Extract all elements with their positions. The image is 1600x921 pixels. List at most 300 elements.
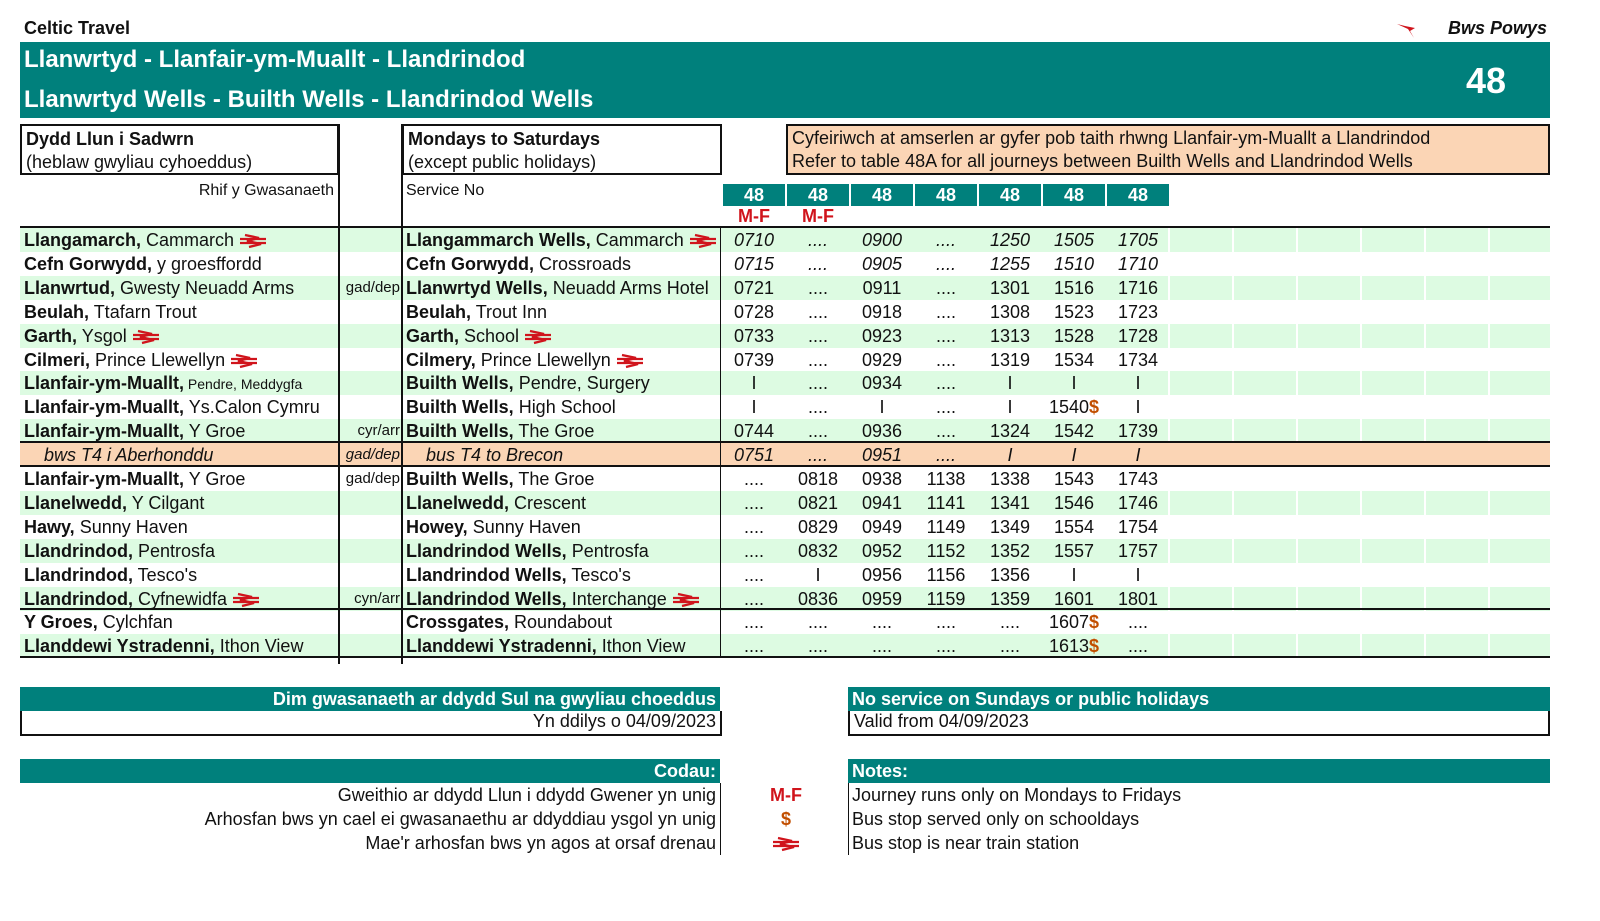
stop-name-english: Llandrindod Wells, xyxy=(406,564,567,585)
stop-welsh xyxy=(24,634,303,658)
no-service-english: No service on Sundays or public holidays xyxy=(848,687,1550,711)
refer-note-box xyxy=(786,124,1550,175)
service-label-english: Service No xyxy=(406,182,485,199)
stop-detail-english: Crossroads xyxy=(534,253,632,274)
national-rail-icon xyxy=(616,353,644,369)
departure-time: 1341 xyxy=(989,492,1031,513)
departure-time: 1743 xyxy=(1117,469,1159,489)
grid-separator xyxy=(1488,539,1490,563)
schoolday-code: $ xyxy=(1089,612,1100,633)
departure-time: 0911 xyxy=(862,277,902,298)
stop-welsh xyxy=(24,348,258,372)
departure-time xyxy=(1042,610,1106,634)
grid-separator xyxy=(1360,371,1362,395)
grid-separator xyxy=(1232,491,1234,515)
departure-time: I xyxy=(1007,445,1013,466)
departure-time: I xyxy=(1135,397,1141,418)
departure-time: 1324 xyxy=(989,421,1031,442)
grid-separator xyxy=(1360,419,1362,443)
stop-welsh xyxy=(24,467,245,491)
stop-english xyxy=(406,395,616,419)
code-symbol xyxy=(752,831,820,855)
service-number: 48 xyxy=(851,184,913,206)
departure-time: .... xyxy=(807,445,828,466)
valid-from-english: Valid from 04/09/2023 xyxy=(848,711,1550,736)
departure-time: .... xyxy=(935,253,956,274)
departure-time: 1710 xyxy=(1117,253,1159,274)
grid-separator xyxy=(1168,419,1170,443)
stop-name-welsh: Llanwrtud, xyxy=(24,277,115,298)
stop-name-english: Garth, xyxy=(406,325,460,346)
stop-english xyxy=(406,539,649,563)
departure-time: 1349 xyxy=(989,516,1031,537)
grid-separator xyxy=(1424,419,1426,443)
stop-detail-english: Interchange xyxy=(566,588,667,609)
departure-time xyxy=(1042,395,1106,419)
code-description-english: Journey runs only on Mondays to Fridays xyxy=(852,785,1182,805)
stop-activity xyxy=(338,515,400,539)
departure-time: 0818 xyxy=(797,469,839,489)
departure-time: 1301 xyxy=(989,277,1031,298)
schoolday-code: $ xyxy=(1089,397,1100,418)
departure-time: 0900 xyxy=(861,230,903,250)
day-code: M-F xyxy=(738,206,770,226)
stop-detail-english: Cammarch xyxy=(590,230,684,250)
stop-name-welsh: Llandrindod, xyxy=(24,540,133,561)
departure-time: .... xyxy=(807,373,828,394)
departure-time: .... xyxy=(807,325,828,346)
stop-name-english: Builth Wells, xyxy=(406,397,514,418)
grid-separator xyxy=(1296,539,1298,563)
departure-time: .... xyxy=(807,636,828,657)
stop-welsh xyxy=(24,252,262,276)
departure-time: 1801 xyxy=(1117,588,1159,609)
service-number: 48 xyxy=(723,184,785,206)
stop-name-english: Crossgates, xyxy=(406,612,510,633)
departure-time: 1308 xyxy=(989,301,1031,322)
departure-time: 1152 xyxy=(926,540,966,561)
stop-name-welsh: Y Groes, xyxy=(24,612,98,633)
divider-vertical xyxy=(848,783,849,855)
departure-time: .... xyxy=(999,636,1020,657)
departure-time: I xyxy=(879,397,885,418)
stop-detail-welsh: Ttafarn Trout xyxy=(89,301,197,322)
stop-activity xyxy=(338,324,400,348)
departure-time: .... xyxy=(807,301,828,322)
departure-time: 1250 xyxy=(989,230,1031,250)
departure-time: 0832 xyxy=(797,540,839,561)
departure-time: 0938 xyxy=(861,469,903,489)
grid-separator xyxy=(1424,634,1426,658)
table-row xyxy=(20,348,1550,372)
departure-time: 0936 xyxy=(861,421,903,442)
stop-detail-english: High School xyxy=(513,397,616,418)
departure-time: .... xyxy=(743,636,764,657)
stop-activity xyxy=(338,395,400,419)
stop-english xyxy=(406,467,594,491)
national-rail-icon xyxy=(239,233,267,249)
code-description-welsh: Arhosfan bws yn cael ei gwasanaethu ar ddyddiau ysgol yn unig xyxy=(204,809,716,829)
stop-detail-english: The Groe xyxy=(513,421,595,442)
departure-time: .... xyxy=(935,325,956,346)
days-welsh-box xyxy=(20,124,339,175)
title-welsh: Llanwrtyd - Llanfair-ym-Muallt - Llandrindod xyxy=(24,46,526,73)
table-row xyxy=(20,491,1550,515)
grid-separator xyxy=(1488,419,1490,443)
departure-time: 0952 xyxy=(861,540,903,561)
departure-time: I xyxy=(1135,445,1141,466)
departure-time: I xyxy=(751,397,757,418)
departure-time: 0951 xyxy=(861,445,903,466)
departure-time: 1546 xyxy=(1053,492,1095,513)
departure-time-value: 1540 xyxy=(1048,397,1090,418)
departure-time: .... xyxy=(935,421,956,442)
table-row xyxy=(20,515,1550,539)
stop-name-welsh: Llanfair-ym-Muallt, xyxy=(24,469,185,489)
table-row xyxy=(20,228,1550,252)
stop-activity: gad/dep xyxy=(345,446,400,464)
departure-time: .... xyxy=(871,636,892,657)
grid-separator xyxy=(1360,228,1362,252)
stop-welsh xyxy=(24,610,173,634)
departure-time: 1554 xyxy=(1053,516,1095,537)
stop-detail-english: Sunny Haven xyxy=(467,516,581,537)
stop-detail-english: Trout Inn xyxy=(471,301,548,322)
stop-detail-welsh: Y Groe xyxy=(184,421,246,442)
departure-time: 1534 xyxy=(1053,349,1095,370)
departure-time: .... xyxy=(935,636,956,657)
departure-time: .... xyxy=(807,230,828,250)
stop-english xyxy=(406,443,563,467)
grid-separator xyxy=(1360,276,1362,300)
table-row xyxy=(20,276,1550,300)
stop-detail-english: Prince Llewellyn xyxy=(475,349,611,370)
departure-time: .... xyxy=(935,373,956,394)
route-number: 48 xyxy=(1466,60,1507,101)
grid-separator xyxy=(1360,587,1362,611)
stop-welsh xyxy=(24,228,267,252)
grid-separator xyxy=(1232,419,1234,443)
stop-english xyxy=(406,563,631,587)
table-row xyxy=(20,610,1550,634)
stop-welsh xyxy=(24,276,294,300)
no-service-welsh: Dim gwasanaeth ar ddydd Sul na gwyliau choeddus xyxy=(20,687,720,711)
departure-time: 1523 xyxy=(1053,301,1095,322)
departure-time: 0733 xyxy=(733,325,775,346)
departure-time: .... xyxy=(935,230,956,250)
national-rail-icon xyxy=(232,592,260,608)
departure-time: 1313 xyxy=(989,325,1031,346)
departure-time: 0829 xyxy=(797,516,839,537)
table-top-line xyxy=(20,226,1550,228)
departure-time: .... xyxy=(935,277,956,298)
national-rail-icon xyxy=(230,353,258,369)
stop-english xyxy=(406,419,594,443)
code-symbol: M-F xyxy=(770,785,802,805)
departure-time: 1723 xyxy=(1117,301,1159,322)
stop-english xyxy=(406,515,581,539)
grid-separator xyxy=(1168,491,1170,515)
grid-separator xyxy=(1296,491,1298,515)
departure-time xyxy=(1042,634,1106,658)
brand-name: Bws Powys xyxy=(1448,18,1548,38)
departure-time: .... xyxy=(743,564,764,585)
service-number: 48 xyxy=(915,184,977,206)
stop-name-english: Builth Wells, xyxy=(406,421,514,442)
stop-detail-english: Crescent xyxy=(509,492,587,513)
stop-name-welsh: Hawy, xyxy=(24,516,75,537)
table-row xyxy=(20,324,1550,348)
departure-time: 1557 xyxy=(1053,540,1095,561)
stop-detail-english: Pentrosfa xyxy=(566,540,649,561)
grid-separator xyxy=(1424,539,1426,563)
stop-activity xyxy=(338,252,400,276)
grid-separator xyxy=(1424,276,1426,300)
departure-time: 1542 xyxy=(1053,421,1095,442)
grid-separator xyxy=(1296,324,1298,348)
stop-detail-english: bus T4 to Brecon xyxy=(426,445,564,466)
brand-logo xyxy=(1396,20,1416,40)
grid-separator xyxy=(1296,228,1298,252)
table-row xyxy=(20,563,1550,587)
stop-welsh xyxy=(24,563,197,587)
departure-time: 0918 xyxy=(861,301,903,322)
stop-detail-welsh: Tesco's xyxy=(132,564,198,585)
stop-name-english: Builth Wells, xyxy=(406,373,514,394)
grid-separator xyxy=(1296,276,1298,300)
red-kite-icon xyxy=(1396,20,1416,40)
departure-time: 1356 xyxy=(989,564,1031,585)
grid-separator xyxy=(1232,228,1234,252)
stop-detail-welsh: bws T4 i Aberhonddu xyxy=(44,445,214,466)
stop-welsh xyxy=(24,587,260,611)
stop-name-english: Builth Wells, xyxy=(406,469,514,489)
departure-time: 1716 xyxy=(1117,277,1159,298)
departure-time: 1156 xyxy=(926,564,966,585)
code-symbol: $ xyxy=(780,809,791,829)
stop-english xyxy=(406,634,685,658)
service-number: 48 xyxy=(1043,184,1105,206)
departure-time: .... xyxy=(935,349,956,370)
departure-time: 0836 xyxy=(797,588,839,609)
stop-detail-english: Pendre, Surgery xyxy=(513,373,650,394)
grid-separator xyxy=(1424,587,1426,611)
departure-time: 0721 xyxy=(733,277,775,298)
stop-detail-english: School xyxy=(459,325,520,346)
stop-welsh xyxy=(24,300,197,324)
departure-time: 1505 xyxy=(1053,230,1095,250)
stop-detail-english: Neuadd Arms Hotel xyxy=(547,277,709,298)
stop-detail-welsh: Cammarch xyxy=(141,230,235,250)
divider-vertical xyxy=(401,124,403,664)
stop-activity: cyn/arr xyxy=(354,589,400,607)
table-row xyxy=(20,371,1550,395)
stop-detail-welsh: Cyfnewidfa xyxy=(132,588,228,609)
departure-time: I xyxy=(1071,373,1077,394)
stop-name-english: Cefn Gorwydd, xyxy=(406,253,535,274)
stop-english xyxy=(406,228,717,252)
grid-separator xyxy=(1232,587,1234,611)
departure-time-value: 1607 xyxy=(1048,612,1090,633)
stop-detail-welsh: Ysgol xyxy=(77,325,127,346)
stop-activity xyxy=(338,539,400,563)
departure-time-value: 1613 xyxy=(1048,636,1090,657)
departure-time: .... xyxy=(935,397,956,418)
stop-name-english: Llanddewi Ystradenni, xyxy=(406,636,597,657)
departure-time: I xyxy=(1135,373,1141,394)
stop-english xyxy=(406,491,586,515)
grid-separator xyxy=(1168,587,1170,611)
departure-time: .... xyxy=(807,253,828,274)
stop-detail-welsh: Pentrosfa xyxy=(132,540,216,561)
stop-english xyxy=(406,300,547,324)
stop-activity xyxy=(338,348,400,372)
grid-separator xyxy=(1232,539,1234,563)
departure-time: 0715 xyxy=(733,253,775,274)
grid-separator xyxy=(1488,491,1490,515)
table-row xyxy=(20,634,1550,658)
departure-time: 1746 xyxy=(1117,492,1159,513)
table-row xyxy=(20,467,1550,491)
stop-name-welsh: Llanfair-ym-Muallt, xyxy=(24,373,185,394)
departure-time: 1601 xyxy=(1053,588,1095,609)
departure-time: .... xyxy=(807,421,828,442)
departure-time: 0949 xyxy=(861,516,903,537)
code-description-welsh: Mae'r arhosfan bws yn agos at orsaf drenau xyxy=(365,833,716,853)
departure-time: .... xyxy=(935,301,956,322)
grid-separator xyxy=(1424,371,1426,395)
code-description-english: Bus stop is near train station xyxy=(852,833,1080,853)
table-line xyxy=(20,465,1550,467)
grid-separator xyxy=(1488,228,1490,252)
departure-time: .... xyxy=(807,349,828,370)
grid-separator xyxy=(1424,228,1426,252)
stop-name-english: Llanelwedd, xyxy=(406,492,510,513)
departure-time: 1543 xyxy=(1053,469,1095,489)
departure-time: I xyxy=(751,373,757,394)
title-english: Llanwrtyd Wells - Builth Wells - Llandrindod Wells xyxy=(24,86,594,113)
departure-time: I xyxy=(815,564,821,585)
stop-detail-welsh: Pendre, Meddygfa xyxy=(184,376,303,393)
departure-time: .... xyxy=(935,445,956,466)
codes-header-welsh: Codau: xyxy=(20,759,720,783)
departure-time: 1757 xyxy=(1117,540,1159,561)
service-number: 48 xyxy=(979,184,1041,206)
departure-time: 0744 xyxy=(733,421,775,442)
refer-note-english: Refer to table 48A for all journeys between Builth Wells and Llandrindod Wells xyxy=(792,151,1413,171)
grid-separator xyxy=(1360,539,1362,563)
stop-detail-english: Ithon View xyxy=(596,636,686,657)
service-number: 48 xyxy=(1107,184,1169,206)
departure-time: 1516 xyxy=(1053,277,1095,298)
stop-name-english: Llanwrtyd Wells, xyxy=(406,277,548,298)
grid-separator xyxy=(1360,634,1362,658)
stop-english xyxy=(406,371,650,395)
national-rail-icon xyxy=(672,592,700,608)
stop-activity: gad/dep xyxy=(345,470,400,487)
grid-separator xyxy=(1360,491,1362,515)
departure-time: 0751 xyxy=(733,445,775,466)
departure-time: .... xyxy=(743,469,764,489)
departure-time: 0956 xyxy=(861,564,903,585)
departure-time: .... xyxy=(743,540,764,561)
stop-detail-english: Tesco's xyxy=(566,564,631,585)
stop-welsh xyxy=(24,419,245,443)
grid-separator xyxy=(1360,324,1362,348)
stop-name-english: Cilmery, xyxy=(406,349,476,370)
departure-time: .... xyxy=(999,612,1020,633)
departure-time: 1319 xyxy=(989,349,1031,370)
service-number: 48 xyxy=(787,184,849,206)
stop-name-welsh: Llandrindod, xyxy=(24,588,133,609)
stop-english xyxy=(406,587,700,611)
stop-detail-welsh: Y Cilgant xyxy=(127,492,205,513)
stop-name-welsh: Llanelwedd, xyxy=(24,492,128,513)
national-rail-icon xyxy=(524,329,552,345)
stop-detail-welsh: Ys.Calon Cymru xyxy=(184,397,320,418)
code-description-welsh: Gweithio ar ddydd Llun i ddydd Gwener yn unig xyxy=(337,785,716,805)
stop-name-english: Howey, xyxy=(406,516,468,537)
stop-name-welsh: Llangamarch, xyxy=(24,230,142,250)
grid-separator xyxy=(1168,276,1170,300)
stop-detail-english: The Groe xyxy=(513,469,595,489)
stop-name-welsh: Llanddewi Ystradenni, xyxy=(24,636,215,657)
national-rail-icon xyxy=(772,836,800,852)
departure-time: 1338 xyxy=(989,469,1031,489)
departure-time: 1159 xyxy=(926,588,966,609)
stop-welsh xyxy=(24,539,215,563)
stop-activity xyxy=(338,491,400,515)
departure-time: 1141 xyxy=(926,492,966,513)
divider-vertical xyxy=(720,783,721,855)
stop-detail-welsh: Gwesty Neuadd Arms xyxy=(115,277,295,298)
table-line xyxy=(20,441,1550,443)
schoolday-code: $ xyxy=(1089,636,1100,657)
table-line xyxy=(20,608,1550,610)
divider-vertical xyxy=(338,124,340,664)
days-english-note: (except public holidays) xyxy=(408,152,597,172)
grid-separator xyxy=(1424,491,1426,515)
stop-name-english: Beulah, xyxy=(406,301,472,322)
stop-activity: gad/dep xyxy=(345,278,400,296)
grid-separator xyxy=(1168,539,1170,563)
table-bottom-line xyxy=(20,656,1550,658)
departure-time: 0929 xyxy=(861,349,903,370)
stop-welsh xyxy=(24,491,204,515)
table-row xyxy=(20,300,1550,324)
code-description-english: Bus stop served only on schooldays xyxy=(852,809,1140,829)
departure-time: 1352 xyxy=(989,540,1031,561)
departure-time: 1138 xyxy=(926,469,966,489)
stop-activity xyxy=(338,228,400,252)
days-welsh: Dydd Llun i Sadwrn xyxy=(26,129,195,149)
national-rail-icon xyxy=(689,233,717,249)
grid-separator xyxy=(1488,324,1490,348)
stop-english xyxy=(406,276,709,300)
departure-time: I xyxy=(1007,373,1013,394)
stop-activity xyxy=(338,610,400,634)
departure-time: .... xyxy=(807,397,828,418)
days-welsh-note: (heblaw gwyliau cyhoeddus) xyxy=(26,152,253,172)
departure-time: 0821 xyxy=(797,492,839,513)
departure-time: .... xyxy=(871,612,892,633)
departure-time: I xyxy=(1007,397,1013,418)
departure-time: 0710 xyxy=(733,230,775,250)
departure-time: 0934 xyxy=(861,373,903,394)
operator-name: Celtic Travel xyxy=(24,18,131,38)
day-code: M-F xyxy=(802,206,834,226)
table-row xyxy=(20,539,1550,563)
